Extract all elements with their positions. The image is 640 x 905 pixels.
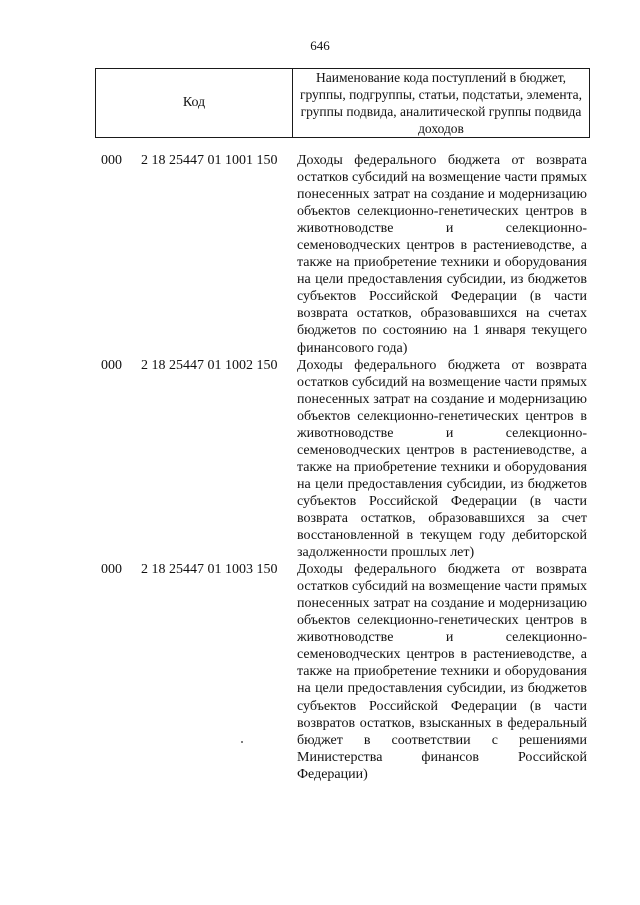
column-header-table (95, 68, 590, 138)
page-number: 646 (310, 38, 330, 53)
admin-code: 000 (101, 562, 122, 578)
entry-description: Доходы федерального бюджета от возврата остатков субсидий на возмещение части прямых понесенных затрат на создание и модернизацию объектов селекционно-генетических центров в животноводстве и селекционно-семеноводческих центров в растениеводстве, а также на приобретение техники и оборудования на цели предоставления субсидии, из бюджетов субъектов Российской Федерации (в части возвратов остатков, взысканных в федеральный бюджет в соответствии с решениями Министерства финансов Российской Федерации) (297, 562, 587, 782)
entry-description: Доходы федерального бюджета от возврата остатков субсидий на возмещение части прямых понесенных затрат на создание и модернизацию объектов селекционно-генетических центров в животноводстве и селекционно-семеноводческих центров в растениеводстве, а также на приобретение техники и оборудования на цели предоставления субсидии, из бюджетов субъектов Российской Федерации (в части возврата остатков, образовавшихся на счетах бюджетов по состоянию на 1 января текущего финансового года) (297, 153, 587, 356)
budget-code: 2 18 25447 01 1001 150 (141, 153, 278, 168)
table-row (0, 152, 640, 357)
table-row (0, 357, 640, 562)
entry-description: Доходы федерального бюджета от возврата остатков субсидий на возмещение части прямых понесенных затрат на создание и модернизацию объектов селекционно-генетических центров в животноводстве и селекционно-семеноводческих центров в растениеводстве, а также на приобретение техники и оборудования на цели предоставления субсидии, из бюджетов субъектов Российской Федерации (в части возврата остатков, образовавшихся за счет восстановленной в текущем году дебиторской задолженности прошлых лет) (297, 357, 587, 561)
header-name-label: Наименование кода поступлений в бюджет, группы, подгруппы, статьи, подстатьи, элемента, группы подвида, аналитической группы подвида доходов (299, 70, 583, 136)
table-row (0, 561, 640, 783)
admin-code: 000 (101, 357, 122, 373)
header-code-cell (96, 69, 293, 137)
scan-speck (241, 741, 243, 743)
budget-code: 2 18 25447 01 1002 150 (141, 357, 278, 373)
admin-code: 000 (101, 153, 122, 168)
budget-code: 2 18 25447 01 1003 150 (141, 562, 278, 578)
entry-list (0, 152, 640, 783)
header-code-label: Код (182, 95, 206, 110)
header-name-cell (293, 69, 589, 137)
